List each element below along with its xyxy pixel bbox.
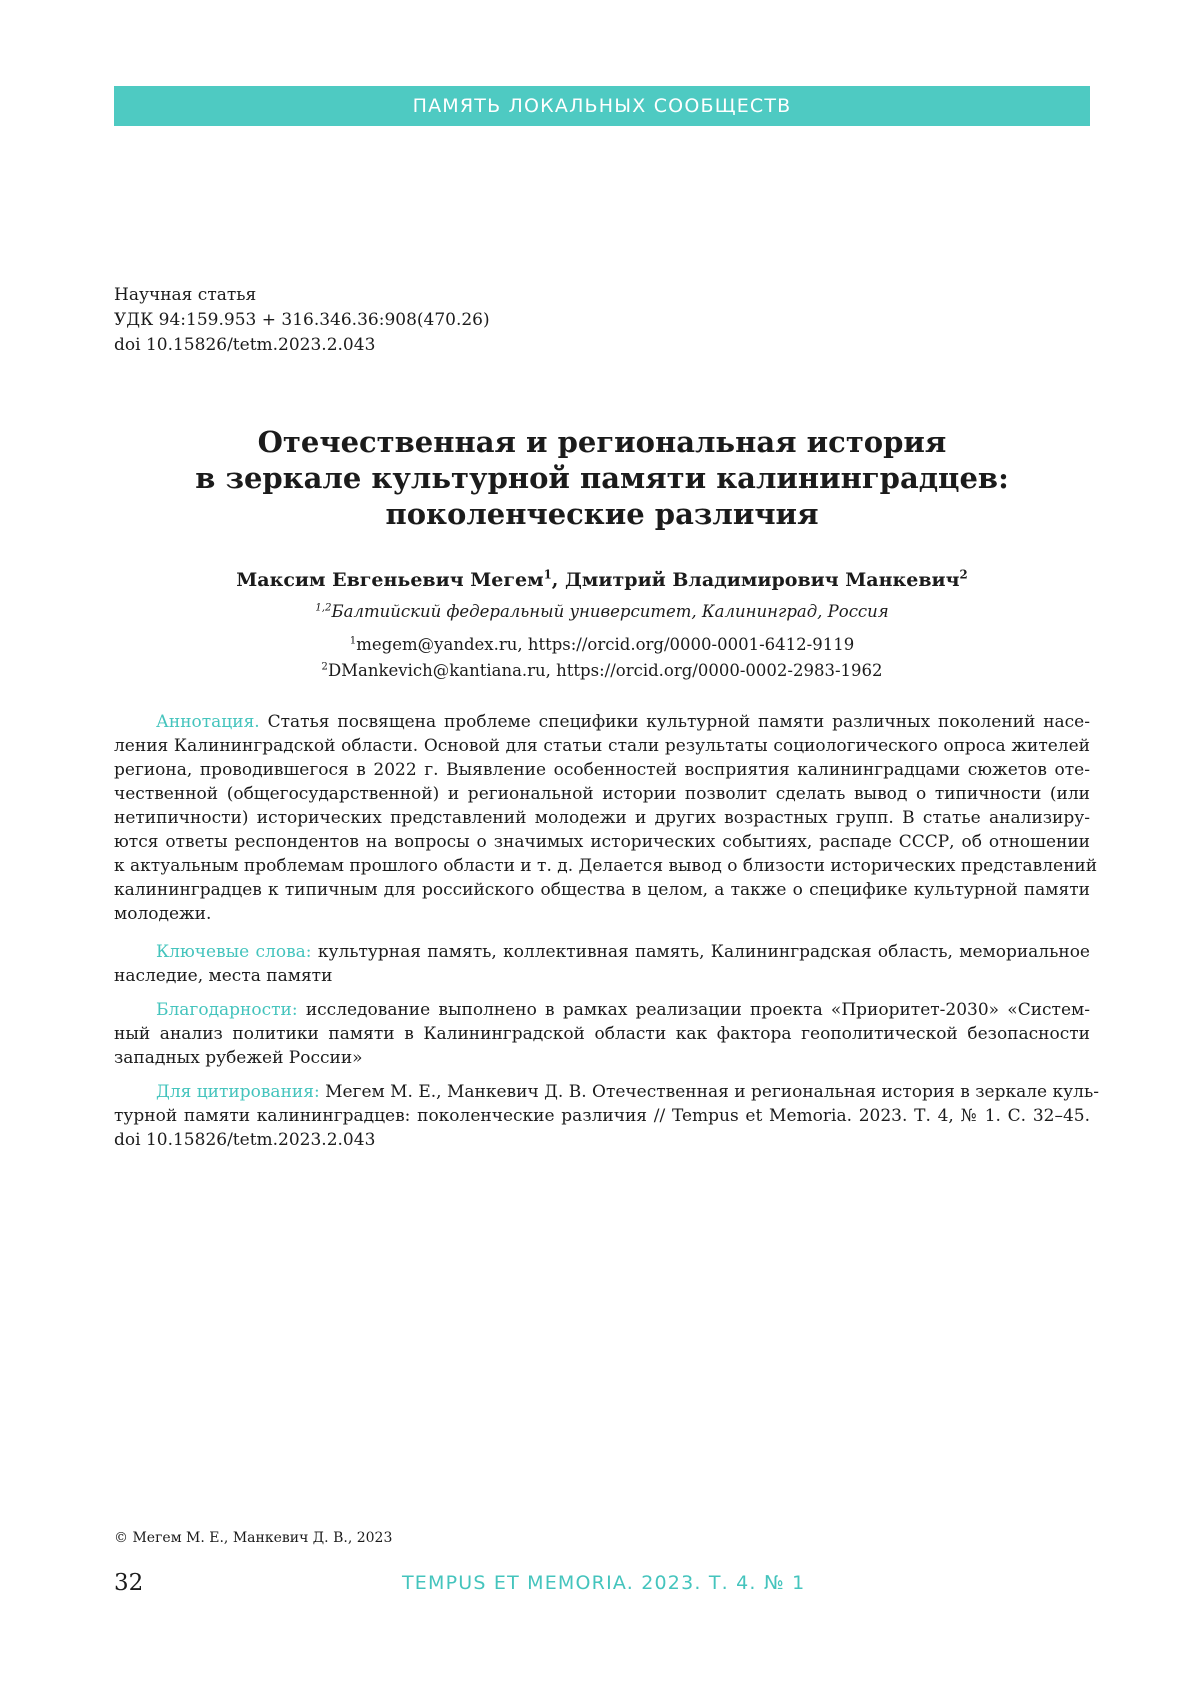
abstract-line: к актуальным проблемам прошлого области и т. д. Делается вывод о близости исторических представлений [114,854,1090,878]
abstract-line: ются ответы респондентов на вопросы о значимых исторических событиях, распаде СССР, об отношении [114,830,1090,854]
contact-line [114,632,1090,658]
article-meta [114,283,490,358]
copyright: © Мегем М. Е., Манкевич Д. В., 2023 [114,1528,392,1548]
authors-separator: , [552,569,565,591]
affiliation-text: Балтийский федеральный университет, Калининград, Россия [332,602,889,621]
udk-code: УДК 94:159.953 + 316.346.36:908(470.26) [114,308,490,333]
citation [114,1080,1090,1152]
citation-line: doi 10.15826/tetm.2023.2.043 [114,1128,1090,1152]
acknowledgments [114,998,1090,1070]
abstract-label: Аннотация. [156,712,260,732]
authors [114,567,1090,593]
doi: doi 10.15826/tetm.2023.2.043 [114,333,490,358]
acknowledgments-line: ный анализ политики памяти в Калининградской области как фактора геополитической безопасности [114,1022,1090,1046]
contact-line [114,658,1090,684]
acknowledgments-label: Благодарности: [156,1000,298,1020]
author-affiliation-mark: 1 [544,568,552,582]
abstract-line: региона, проводившегося в 2022 г. Выявление особенностей восприятия калининградцами сюжетов оте- [114,758,1090,782]
keywords-line: Ключевые слова: культурная память, коллективная память, Калининградская область, мемориальное [114,940,1090,964]
abstract-line: нетипичности) исторических представлений молодежи и других возрастных групп. В статье анализиру- [114,806,1090,830]
abstract-line: Аннотация. Статья посвящена проблеме специфики культурной памяти различных поколений насе- [114,710,1090,734]
abstract-line: калининградцев к типичным для российского общества в целом, а также о специфике культурной памяти [114,878,1090,902]
keywords-line: наследие, места памяти [114,964,1090,988]
affiliation-mark: 1,2 [315,603,331,614]
abstract-line: ления Калининградской области. Основой для статьи стали результаты социологического опроса жителей [114,734,1090,758]
contact-mark: 1 [350,636,357,647]
citation-label: Для цитирования: [156,1082,320,1102]
title-line: в зеркале культурной памяти калининградцев: [114,460,1090,496]
author-name: Дмитрий Владимирович Манкевич [565,569,960,591]
abstract-line: молодежи. [114,902,1090,926]
abstract [114,710,1090,926]
contact-text: DMankevich@kantiana.ru, https://orcid.org/0000-0002-2983-1962 [328,661,883,680]
page-number: 32 [114,1568,143,1598]
keywords [114,940,1090,988]
contact-mark: 2 [321,662,328,673]
title-line: Отечественная и региональная история [114,424,1090,460]
acknowledgments-line: западных рубежей России» [114,1046,1090,1070]
acknowledgments-line: Благодарности: исследование выполнено в рамках реализации проекта «Приоритет-2030» «Систем- [114,998,1090,1022]
section-header-band [114,86,1090,126]
abstract-line: чественной (общегосударственной) и региональной истории позволит сделать вывод о типичности (или [114,782,1090,806]
citation-line: Для цитирования: Мегем М. Е., Манкевич Д. В. Отечественная и региональная история в зеркале куль- [114,1080,1090,1104]
title-line: поколенческие различия [114,496,1090,532]
article-type: Научная статья [114,283,490,308]
keywords-label: Ключевые слова: [156,942,312,962]
section-title: ПАМЯТЬ ЛОКАЛЬНЫХ СООБЩЕСТВ [413,95,792,117]
author-affiliation-mark: 2 [960,568,968,582]
contact-text: megem@yandex.ru, https://orcid.org/0000-0001-6412-9119 [356,635,854,654]
citation-line: турной памяти калининградцев: поколенческие различия // Tempus et Memoria. 2023. Т. 4, № 1. С. 32–45. [114,1104,1090,1128]
journal-footer: TEMPUS ET MEMORIA. 2023. Т. 4. № 1 [402,1570,805,1596]
affiliation [114,600,1090,624]
author-contacts [114,632,1090,684]
author-name: Максим Евгеньевич Мегем [236,569,543,591]
article-title [114,424,1090,532]
